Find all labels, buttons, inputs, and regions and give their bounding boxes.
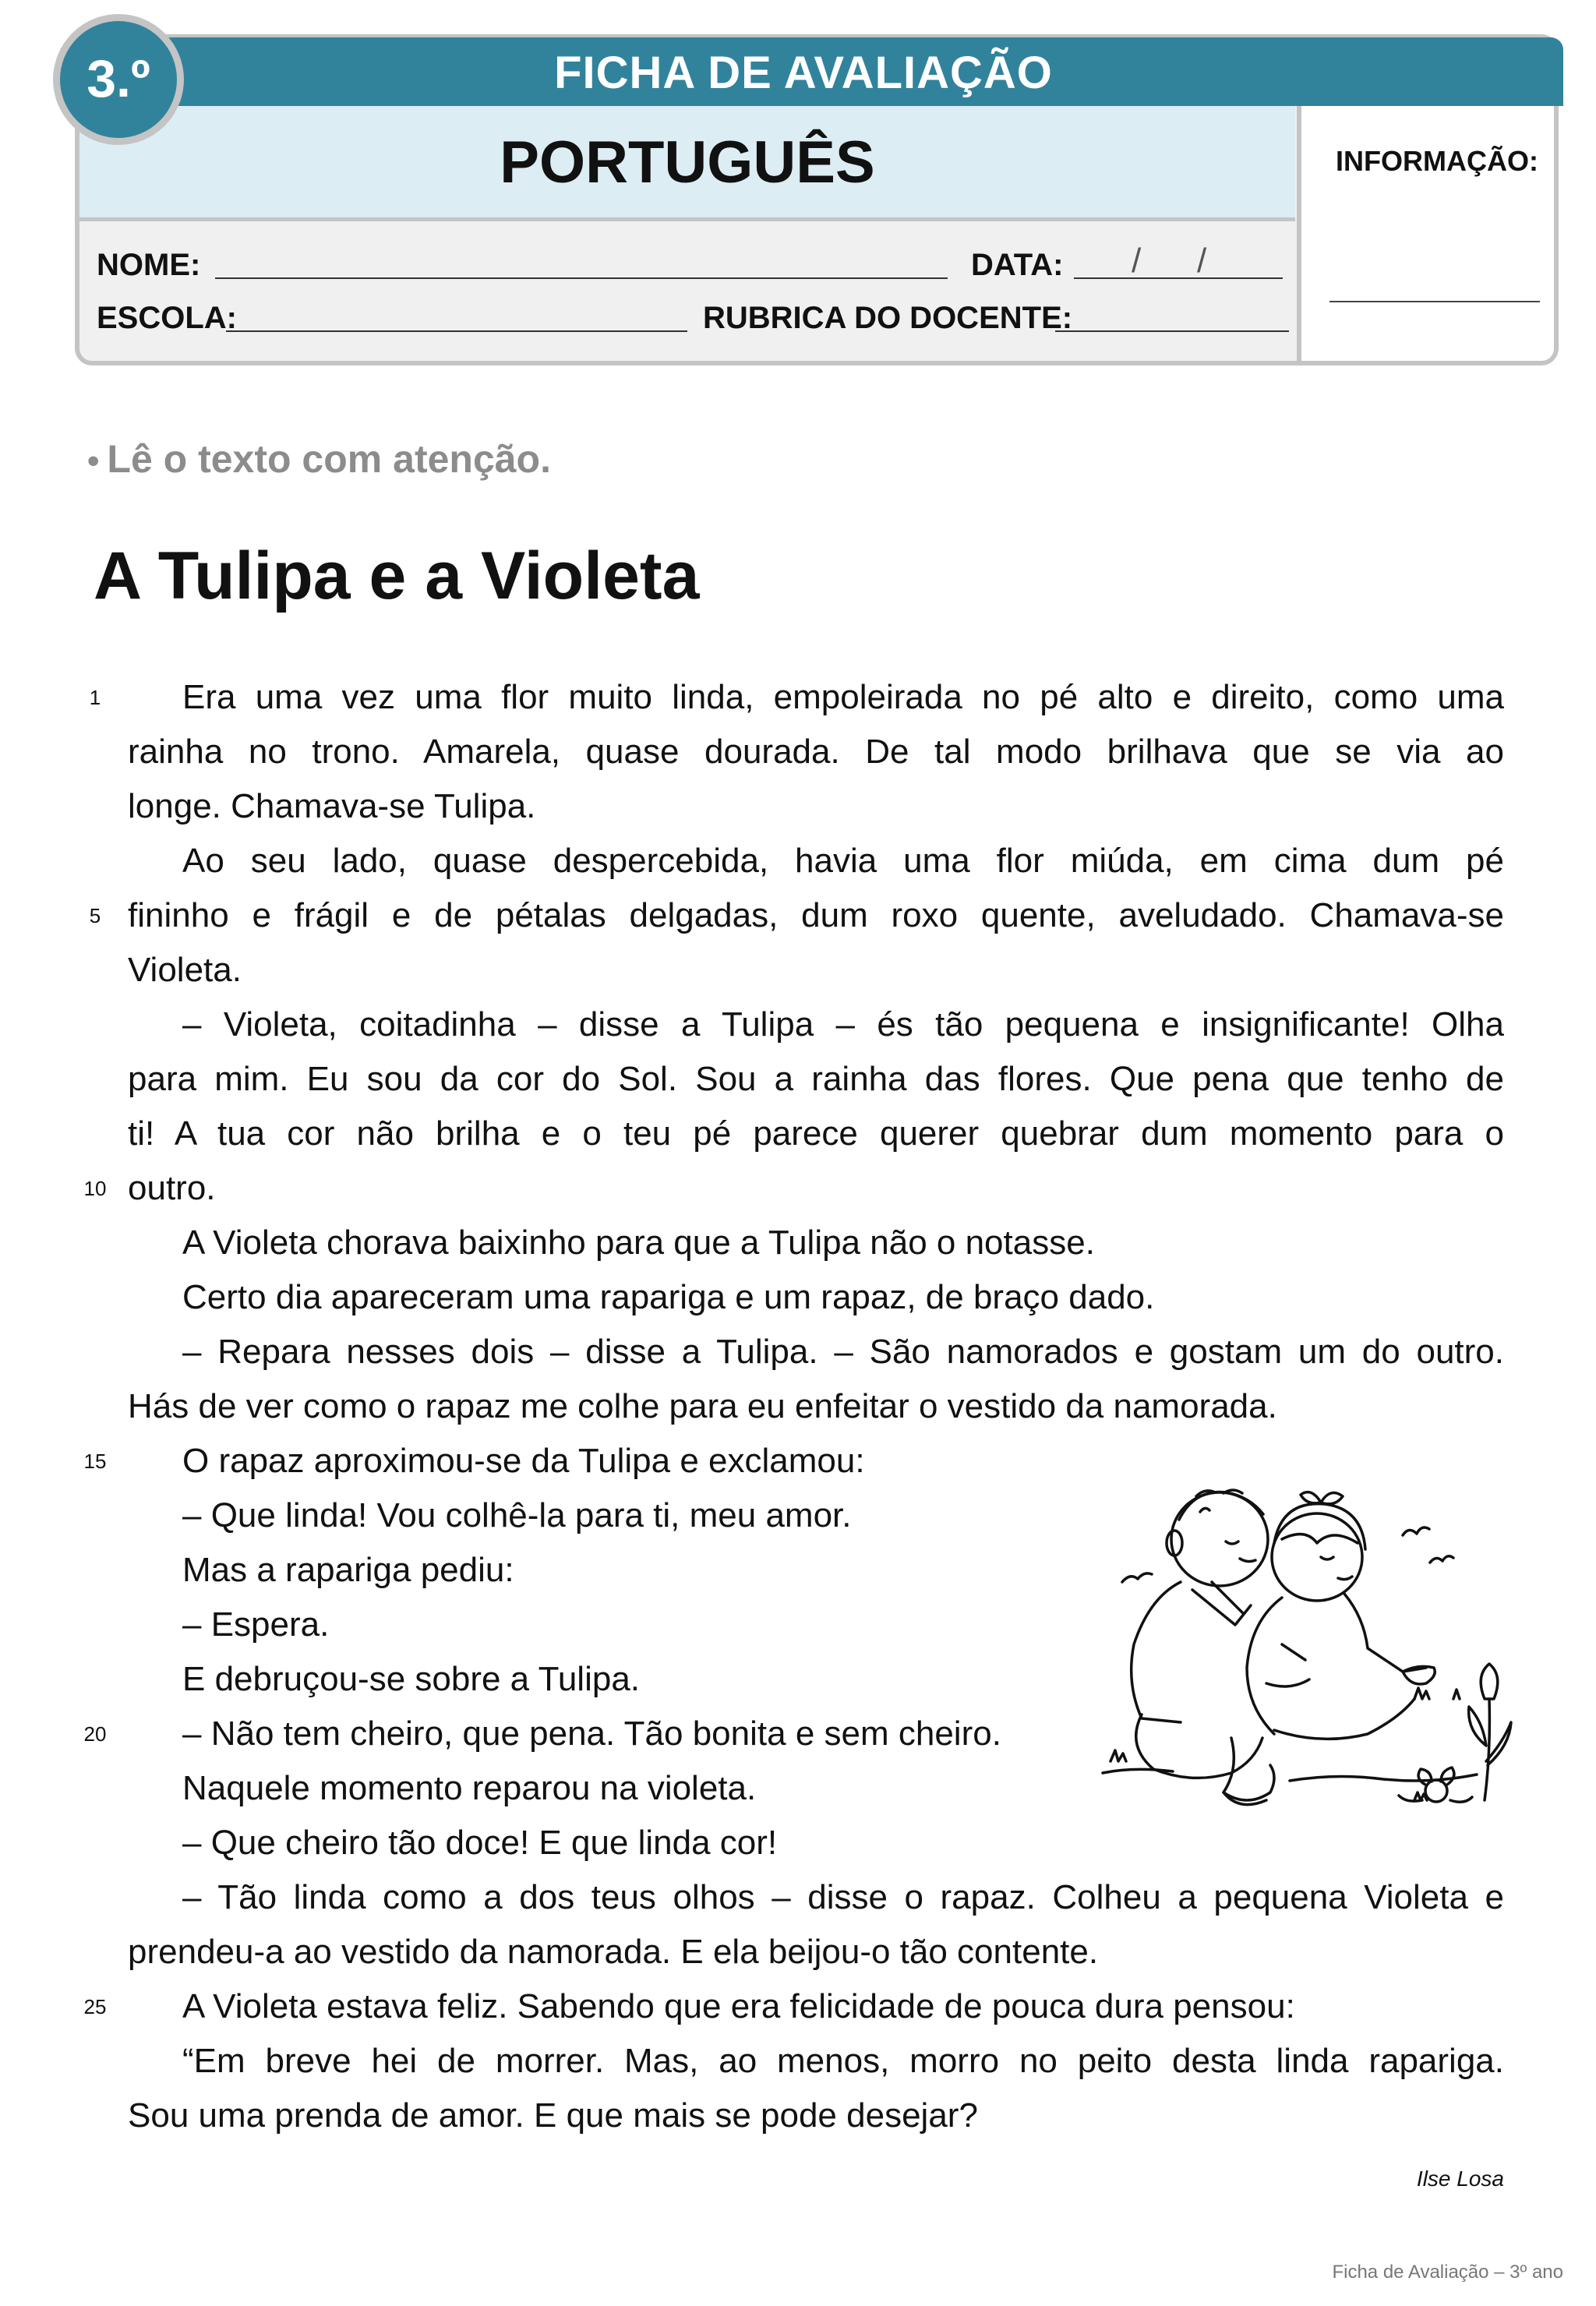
story-line-14: Hás de ver como o rapaz me colhe para eu enfeitar o vestido da namorada.: [128, 1387, 1277, 1425]
info-box: [1297, 106, 1554, 361]
line-number: 1: [89, 686, 101, 709]
line-number: 25: [83, 1995, 107, 2018]
story-line-8: para mim. Eu sou da cor do Sol. Sou a rainha das flores. Que pena que tenho de: [128, 1060, 1504, 1098]
story-line-7: – Violeta, coitadinha – disse a Tulipa – és tão pequena e insignificante! Olha: [182, 1005, 1504, 1044]
bird-icon: [1122, 1573, 1152, 1582]
date-slash-1: /: [1132, 242, 1142, 280]
couple-illustration: [1087, 1465, 1524, 1831]
story-line-17: Mas a rapariga pediu:: [182, 1551, 514, 1589]
story-line-18: – Espera.: [182, 1605, 330, 1644]
instruction-bullet: •: [87, 442, 100, 480]
boy-head: [1171, 1492, 1268, 1586]
story-title: A Tulipa e a Violeta: [94, 539, 700, 613]
story-line-9: ti! A tua cor não brilha e o teu pé parece querer quebrar dum momento para o: [128, 1114, 1504, 1153]
tulip-icon: [1481, 1664, 1498, 1699]
name-field[interactable]: [215, 277, 948, 279]
subject-title: PORTUGUÊS: [500, 129, 875, 196]
bird-icon: [1403, 1527, 1429, 1535]
story-line-3: longe. Chamava-se Tulipa.: [128, 787, 536, 825]
story-line-22: – Que cheiro tão doce! E que linda cor!: [182, 1824, 778, 1862]
footer: Ficha de Avaliação – 3º ano: [1332, 2262, 1563, 2283]
bird-icon: [1200, 1508, 1209, 1512]
story-line-16: – Que linda! Vou colhê-la para ti, meu amor.: [182, 1496, 852, 1534]
line-number: 5: [89, 904, 101, 927]
name-label: NOME:: [97, 248, 201, 282]
grade-badge: 3.º: [53, 14, 184, 145]
story-line-24: prendeu-a ao vestido da namorada. E ela beijou-o tão contente.: [128, 1933, 1099, 1971]
line-number: 20: [83, 1722, 107, 1746]
violet-icon: [1425, 1780, 1447, 1802]
signature-label: RUBRICA DO DOCENTE:: [703, 301, 1073, 335]
story-line-20: – Não tem cheiro, que pena. Tão bonita e sem cheiro.: [182, 1714, 1001, 1753]
instruction: [87, 436, 551, 482]
story-line-4: Ao seu lado, quase despercebida, havia uma flor miúda, em cima dum pé: [182, 842, 1504, 880]
story-line-19: E debruçou-se sobre a Tulipa.: [182, 1660, 641, 1698]
school-label: ESCOLA:: [97, 301, 237, 335]
line-number: 10: [83, 1177, 107, 1200]
instruction-text: Lê o texto com atenção.: [107, 437, 551, 481]
story-line-15: O rapaz aproximou-se da Tulipa e exclamou:: [182, 1442, 865, 1480]
subject-band: [79, 106, 1295, 221]
bird-icon: [1430, 1556, 1453, 1563]
story-line-26: “Em breve hei de morrer. Mas, ao menos, morro no peito desta linda rapariga.: [182, 2042, 1504, 2080]
story-line-11: A Violeta chorava baixinho para que a Tulipa não o notasse.: [182, 1224, 1095, 1262]
girl-head: [1272, 1513, 1362, 1601]
story-line-27: Sou uma prenda de amor. E que mais se pode desejar?: [128, 2096, 978, 2135]
story-line-2: rainha no trono. Amarela, quase dourada. De tal modo brilhava que se via ao: [128, 733, 1504, 771]
story-line-21: Naquele momento reparou na violeta.: [182, 1769, 757, 1807]
story-line-1: Era uma vez uma flor muito linda, empoleirada no pé alto e direito, como uma: [182, 678, 1504, 716]
info-line[interactable]: [1329, 301, 1540, 302]
story-line-6: Violeta.: [128, 951, 242, 989]
title-banner: [161, 37, 1563, 106]
date-field[interactable]: [1074, 277, 1283, 279]
author: Ilse Losa: [1416, 2167, 1504, 2191]
info-label: INFORMAÇÃO:: [1336, 145, 1538, 177]
story-line-10: outro.: [128, 1169, 216, 1207]
hair-bow: [1301, 1492, 1343, 1504]
story-line-23: – Tão linda como a dos teus olhos – disse o rapaz. Colheu a pequena Violeta e: [182, 1878, 1504, 1916]
line-number: 15: [83, 1450, 107, 1473]
date-slash-2: /: [1197, 242, 1207, 280]
date-label: DATA:: [971, 248, 1064, 282]
signature-field[interactable]: [1055, 330, 1289, 332]
story-line-12: Certo dia apareceram uma rapariga e um rapaz, de braço dado.: [182, 1278, 1155, 1316]
story-line-13: – Repara nesses dois – disse a Tulipa. – São namorados e gostam um do outro.: [182, 1333, 1504, 1371]
story-line-5: fininho e frágil e de pétalas delgadas, dum roxo quente, aveludado. Chamava-se: [128, 896, 1504, 934]
school-field[interactable]: [226, 330, 687, 332]
banner-title: FICHA DE AVALIAÇÃO: [554, 48, 1053, 98]
story-line-25: A Violeta estava feliz. Sabendo que era felicidade de pouca dura pensou:: [182, 1987, 1295, 2025]
